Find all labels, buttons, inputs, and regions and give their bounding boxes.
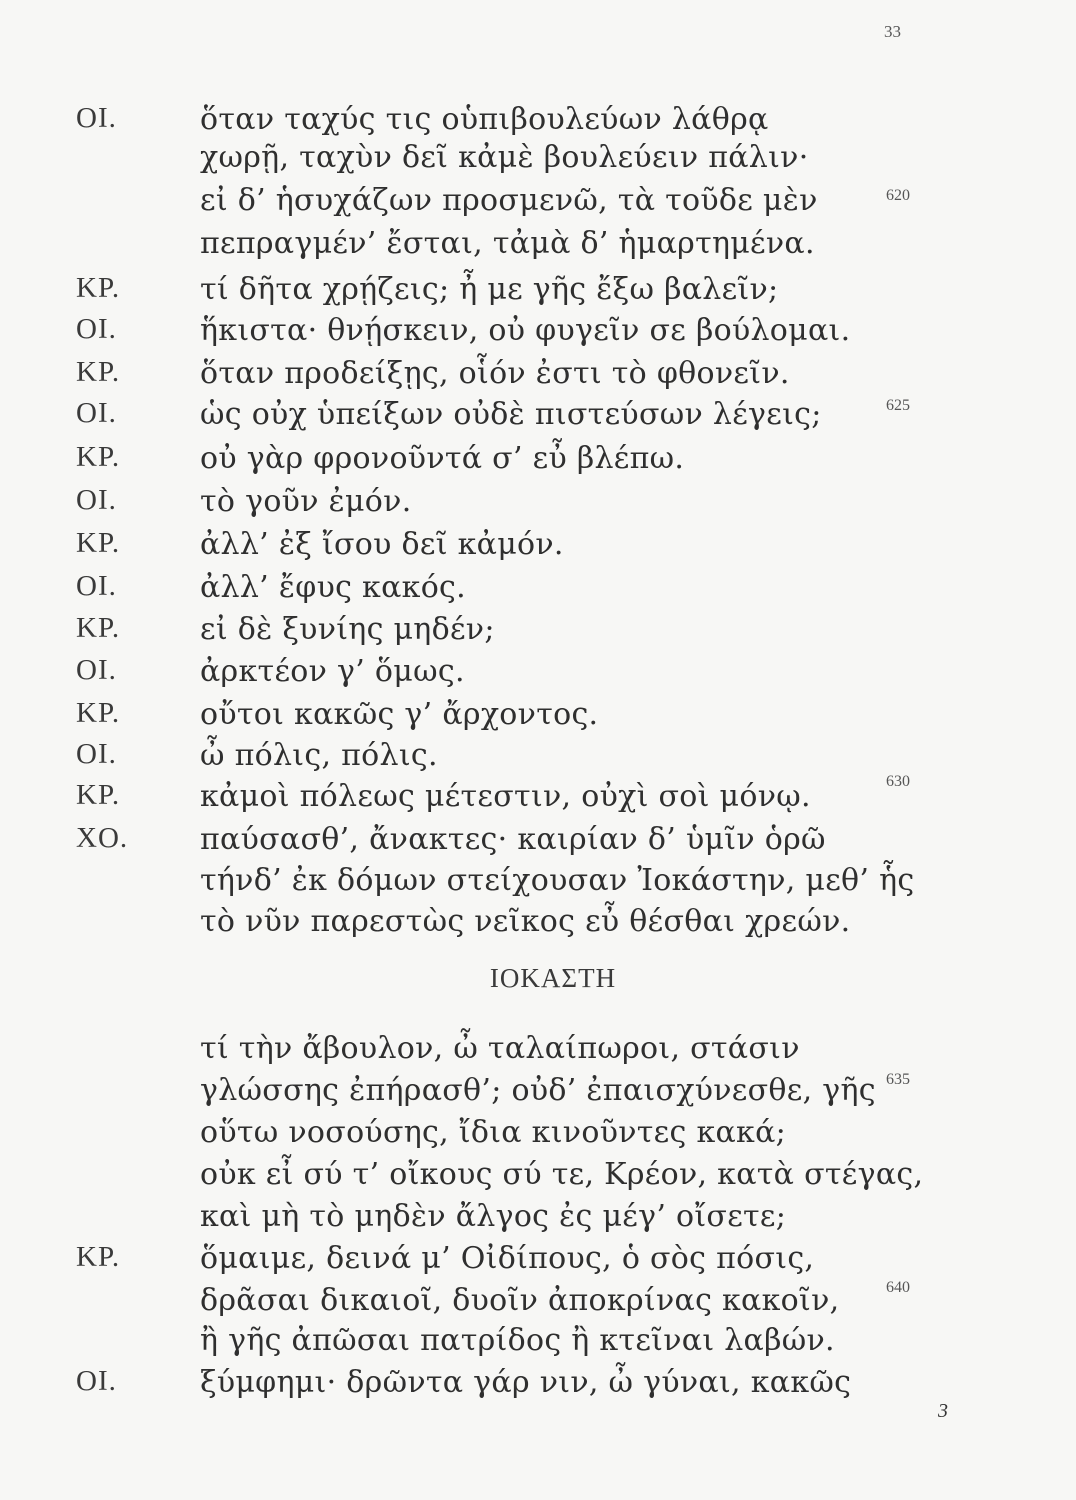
speaker-label: ΟΙ. [76, 654, 117, 686]
line-number: 620 [886, 187, 910, 204]
character-heading: ΙΟΚΑΣΤΗ [489, 963, 617, 993]
verse-line [0, 183, 1076, 227]
speaker-label: ΚΡ. [76, 779, 121, 811]
verse-line [0, 226, 1076, 270]
verse-line [0, 1199, 1076, 1243]
verse-line [0, 441, 1076, 485]
verse-line [0, 1279, 1076, 1327]
verse-line [0, 313, 1076, 357]
verse-text: ξύμφημι· δρῶντα γάρ νιν, ὦ γύναι, κακῶς [200, 1365, 852, 1400]
verse-text: οὔτοι κακῶς γ’ ἄρχοντος. [200, 697, 599, 732]
line-number: 625 [886, 397, 910, 414]
verse-text: εἰ δὲ ξυνίης μηδέν; [200, 612, 495, 647]
verse-text: δρᾶσαι δικαιοῖ, δυοῖν ἀποκρίνας κακοῖν, [200, 1283, 840, 1318]
verse-text: τήνδ’ ἐκ δόμων στείχουσαν Ἰοκάστην, μεθ’ ἧς [200, 863, 915, 898]
speaker-label: ΚΡ. [76, 697, 121, 729]
speaker-label: ΟΙ. [76, 1365, 117, 1397]
verse-line [0, 1115, 1076, 1159]
verse-line [0, 654, 1076, 698]
verse-line [0, 773, 1076, 823]
verse-text: οὕτω νοσούσης, ἴδια κινοῦντες κακά; [200, 1115, 787, 1150]
verse-text: ἥκιστα· θνῄσκειν, οὐ φυγεῖν σε βούλομαι. [200, 313, 851, 348]
verse-text: παύσασθ’, ἄνακτες· καιρίαν δ’ ὑμῖν ὁρῶ [200, 822, 826, 857]
verse-text: ἀλλ’ ἐξ ἴσου δεῖ κἀμόν. [200, 527, 564, 562]
speaker-label: ΚΡ. [76, 612, 121, 644]
verse-line [0, 397, 1076, 441]
verse-line [0, 570, 1076, 614]
verse-line [0, 612, 1076, 656]
verse-line [0, 822, 1076, 866]
verse-text: ἀρκτέον γ’ ὅμως. [200, 654, 465, 689]
verse-line [0, 1157, 1076, 1201]
verse-line [0, 484, 1076, 528]
line-number: 630 [886, 773, 910, 790]
verse-text: ἢ γῆς ἀπῶσαι πατρίδος ἢ κτεῖναι λαβών. [200, 1323, 835, 1358]
speaker-label: ΟΙ. [76, 738, 117, 770]
speaker-label: ΧΟ. [76, 822, 129, 854]
verse-line [0, 527, 1076, 571]
verse-text: οὐ γὰρ φρονοῦντά σ’ εὖ βλέπω. [200, 441, 685, 476]
verse-text: τί τὴν ἄβουλον, ὦ ταλαίπωροι, στάσιν [200, 1031, 800, 1066]
speaker-label: ΚΡ. [76, 441, 121, 473]
verse-line [0, 738, 1076, 782]
verse-line [0, 697, 1076, 741]
verse-text: κἀμοὶ πόλεως μέτεστιν, οὐχὶ σοὶ μόνῳ. [200, 779, 811, 814]
verse-text: τί δῆτα χρῄζεις; ἦ με γῆς ἔξω βαλεῖν; [200, 272, 779, 307]
verse-text: καὶ μὴ τὸ μηδὲν ἄλγος ἐς μέγ’ οἴσετε; [200, 1199, 787, 1234]
verse-line [0, 1073, 1076, 1117]
speaker-label: ΟΙ. [76, 484, 117, 516]
page-number: 33 [884, 22, 901, 41]
verse-line [0, 1031, 1076, 1075]
speaker-label: ΚΡ. [76, 1241, 121, 1273]
verse-line [0, 1241, 1076, 1285]
verse-text: χωρῇ, ταχὺν δεῖ κἀμὲ βουλεύειν πάλιν· [200, 140, 809, 175]
speaker-label: ΚΡ. [76, 272, 121, 304]
verse-text: ὅμαιμε, δεινά μ’ Οἰδίπους, ὁ σὸς πόσις, [200, 1241, 815, 1276]
verse-text: εἰ δ’ ἡσυχάζων προσμενῶ, τὰ τοῦδε μὲν [200, 183, 818, 218]
speaker-label: ΚΡ. [76, 527, 121, 559]
verse-line [0, 1323, 1076, 1367]
speaker-label: ΟΙ. [76, 102, 117, 134]
speaker-label: ΟΙ. [76, 570, 117, 602]
verse-line [0, 272, 1076, 316]
verse-text: ὡς οὐχ ὑπείξων οὐδὲ πιστεύσων λέγεις; [200, 397, 822, 432]
speaker-label: ΚΡ. [76, 356, 121, 388]
verse-line [0, 904, 1076, 948]
verse-text: ἀλλ’ ἔφυς κακός. [200, 570, 466, 605]
line-number: 640 [886, 1279, 910, 1296]
signature-mark: 3 [938, 1400, 948, 1422]
speaker-label: ΟΙ. [76, 313, 117, 345]
verse-text: ὦ πόλις, πόλις. [200, 738, 438, 773]
verse-line [0, 1365, 1076, 1409]
verse-text: πεπραγμέν’ ἔσται, τἀμὰ δ’ ἡμαρτημένα. [200, 226, 815, 261]
verse-line [0, 356, 1076, 400]
speaker-label: ΟΙ. [76, 397, 117, 429]
verse-text: οὐκ εἶ σύ τ’ οἴκους σύ τε, Κρέον, κατὰ στέγας, [200, 1157, 924, 1192]
verse-text: ὅταν ταχύς τις οὑπιβουλεύων λάθρᾳ [200, 102, 769, 137]
verse-line [0, 863, 1076, 907]
verse-line [0, 140, 1076, 184]
verse-text: τὸ γοῦν ἐμόν. [200, 484, 412, 519]
verse-text: γλώσσης ἐπήρασθ’; οὐδ’ ἐπαισχύνεσθε, γῆς [200, 1073, 876, 1108]
verse-text: τὸ νῦν παρεστὼς νεῖκος εὖ θέσθαι χρεών. [200, 904, 851, 939]
line-number: 635 [886, 1071, 910, 1088]
verse-text: ὅταν προδείξῃς, οἷόν ἐστι τὸ φθονεῖν. [200, 356, 790, 391]
